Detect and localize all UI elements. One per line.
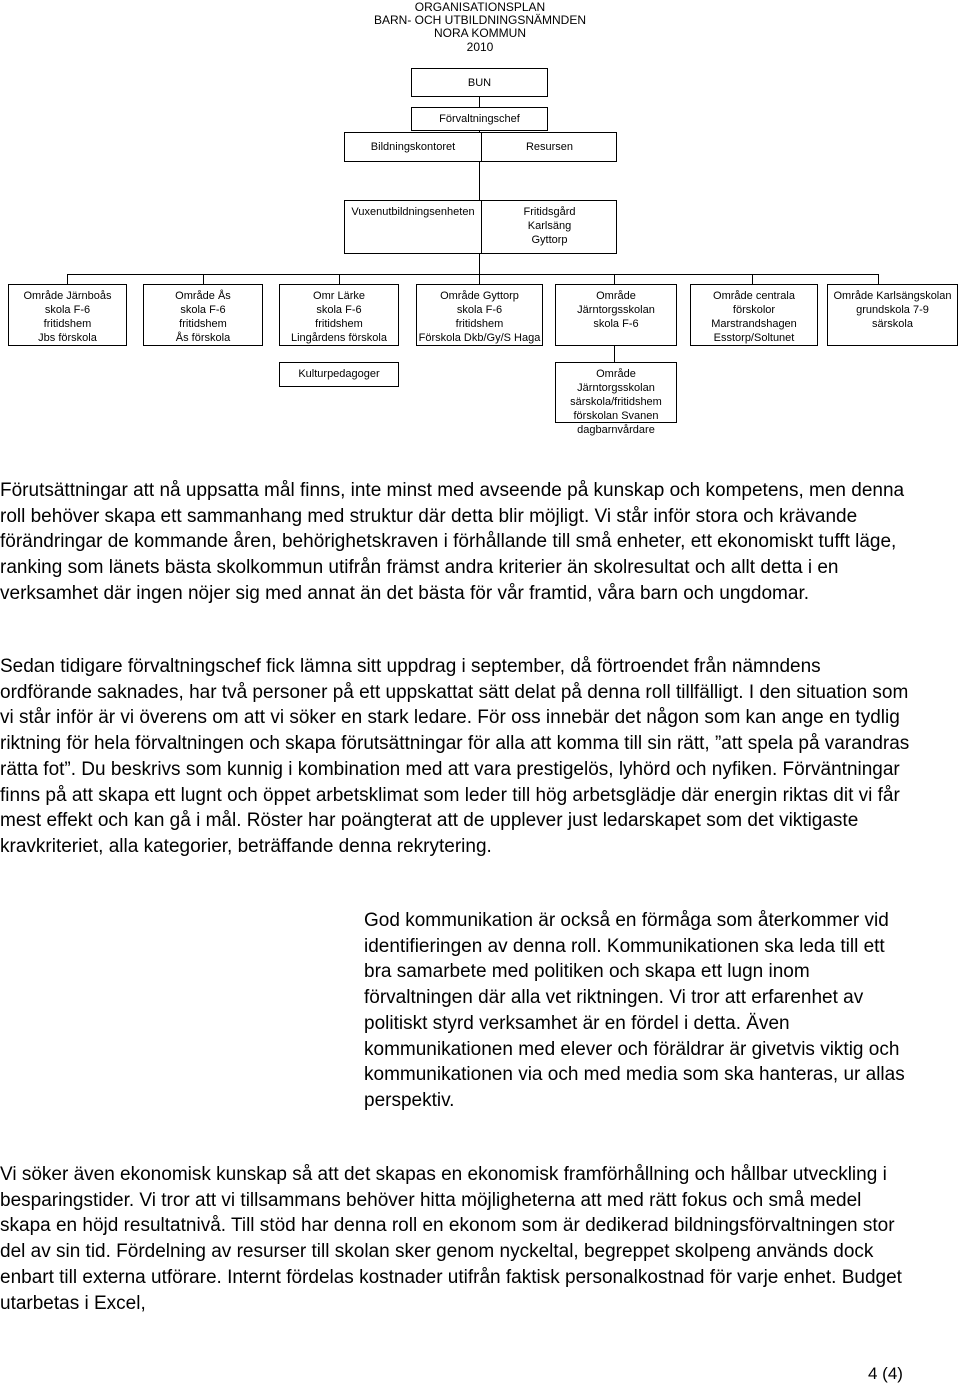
org-box-bun: BUN	[411, 68, 548, 97]
org-box-vuxenutbildning: Vuxenutbildningsenheten	[345, 201, 482, 253]
connector-line	[614, 346, 615, 362]
title-year: 2010	[466, 40, 494, 54]
connector-line	[203, 274, 204, 284]
org-box-area-jarntorgsskolan: Område Järntorgsskolan skola F-6	[555, 284, 677, 346]
paragraph-ekonomi: Vi söker även ekonomisk kunskap så att det skapas en ekonomisk framförhållning och hållbar utveckling i besparingstider. Vi tror att vi tillsammans behöver hitta möjligheterna att med rätt fokus och små medel skapa en höjd resultatnivå. Till stöd har denna roll en ekonom som är dedikerad bildningsförvaltningen stor del av sin tid. Fördelning av resurser till skolan sker genom nyckeltal, begreppet skolpeng används dock enbart till externa utförare. Internt fördelas kostnader utifrån faktisk personalkostnad för varje enhet. Budget utarbetas i Excel,	[0, 1164, 902, 1314]
org-box-area-jarnboas: Område Järnboås skola F-6 fritidshem Jbs förskola	[8, 284, 127, 346]
connector-line	[67, 274, 68, 284]
connector-line	[878, 274, 879, 284]
paragraph-forvaltningschef: Sedan tidigare förvaltningschef fick lämna sitt uppdrag i september, då förtroendet från nämndens ordförande saknades, har två personer på ett uppskattat sätt delat på denna roll tillfälligt. I den situation som vi står inför är vi överens om att vi söker en stark ledare. För oss innebär det någon som kan ange en tydlig riktning för hela förvaltningen och skapa förutsättningar för alla att komma till sin rätt, ”att spela på varandras rätta fot”. Du beskrivs som kunnig i kombination med att vara prestigelös, lyhörd och nyfiken. Förväntningar finns på att skapa ett lugnt och öppet arbetsklimat som leder till hög arbetsglädje där energin riktas dit vi får mest effekt och kan gå i mål. Röster har poängterat att de upplever just ledarskapet som det viktigaste kravkriteriet, alla kategorier, beträffande denna rekrytering.	[0, 656, 910, 857]
org-box-area-gyttorp: Område Gyttorp skola F-6 fritidshem Förskola Dkb/Gy/S Haga	[416, 284, 543, 346]
org-box-bildningskontoret: Bildningskontoret	[345, 133, 482, 161]
connector-line	[67, 274, 878, 275]
page-number: 4 (4)	[868, 1364, 903, 1383]
org-box-area-centrala-forskolor: Område centrala förskolor Marstrandshagen Esstorp/Soltunet	[690, 284, 818, 346]
connector-line	[479, 254, 480, 274]
org-box-staff-pair	[344, 132, 617, 162]
connector-line	[479, 274, 480, 284]
title-municipality: NORA KOMMUN	[433, 26, 526, 40]
connector-line	[614, 274, 615, 284]
paragraph-kommunikation: God kommunikation är också en förmåga som återkommer vid identifieringen av denna roll. Kommunikationen ska leda till ett bra samarbete med politiken och skapa ett lugn inom förvaltningen där alla vet riktningen. Vi tror att erfarenhet av politiskt styrd verksamhet är en fördel i detta. Även kommunikationen med elever och föräldrar är givetvis viktig och kommunikationen via och med media som ska hanteras, ur allas perspektiv.	[364, 910, 905, 1111]
org-box-area-as: Område Ås skola F-6 fritidshem Ås förskola	[143, 284, 263, 346]
title-committee: BARN- OCH UTBILDNINGSNÄMNDEN	[373, 13, 586, 27]
title-org-plan: ORGANISATIONSPLAN	[414, 0, 546, 14]
org-box-jarntorgsskolan-sub: Område Järntorgsskolan särskola/fritidshem förskolan Svanen dagbarnvårdare	[555, 362, 677, 423]
connector-line	[339, 274, 340, 284]
paragraph-forutsattningar: Förutsättningar att nå uppsatta mål finns, inte minst med avseende på kunskap och kompetens, men denna roll behöver skapa ett sammanhang med struktur där detta blir möjligt. Vi står inför stora och krävande förändringar de kommande åren, behörighetskraven i förhållande till små enheter, ett ekonomiskt tufft läge, ranking som länets bästa skolkommun utifrån främst andra kriterier än skolresultat och allt detta i en verksamhet där ingen nöjer sig med annat än det bästa för vår framtid, våra barn och ungdomar.	[0, 480, 905, 604]
org-box-resursen: Resursen	[525, 141, 574, 153]
org-box-area-larke: Omr Lärke skola F-6 fritidshem Lingårdens förskola	[279, 284, 399, 346]
org-box-area-karlsangskolan: Område Karlsängskolan grundskola 7-9 särskola	[827, 284, 958, 346]
org-box-fritidsgard: Fritidsgård Karlsäng Gyttorp	[523, 206, 576, 246]
connector-line	[752, 274, 753, 284]
connector-line	[479, 97, 480, 107]
org-box-forvaltningschef: Förvaltningschef	[411, 107, 548, 131]
org-box-kulturpedagoger: Kulturpedagoger	[279, 362, 399, 387]
org-box-units-pair	[344, 200, 617, 254]
